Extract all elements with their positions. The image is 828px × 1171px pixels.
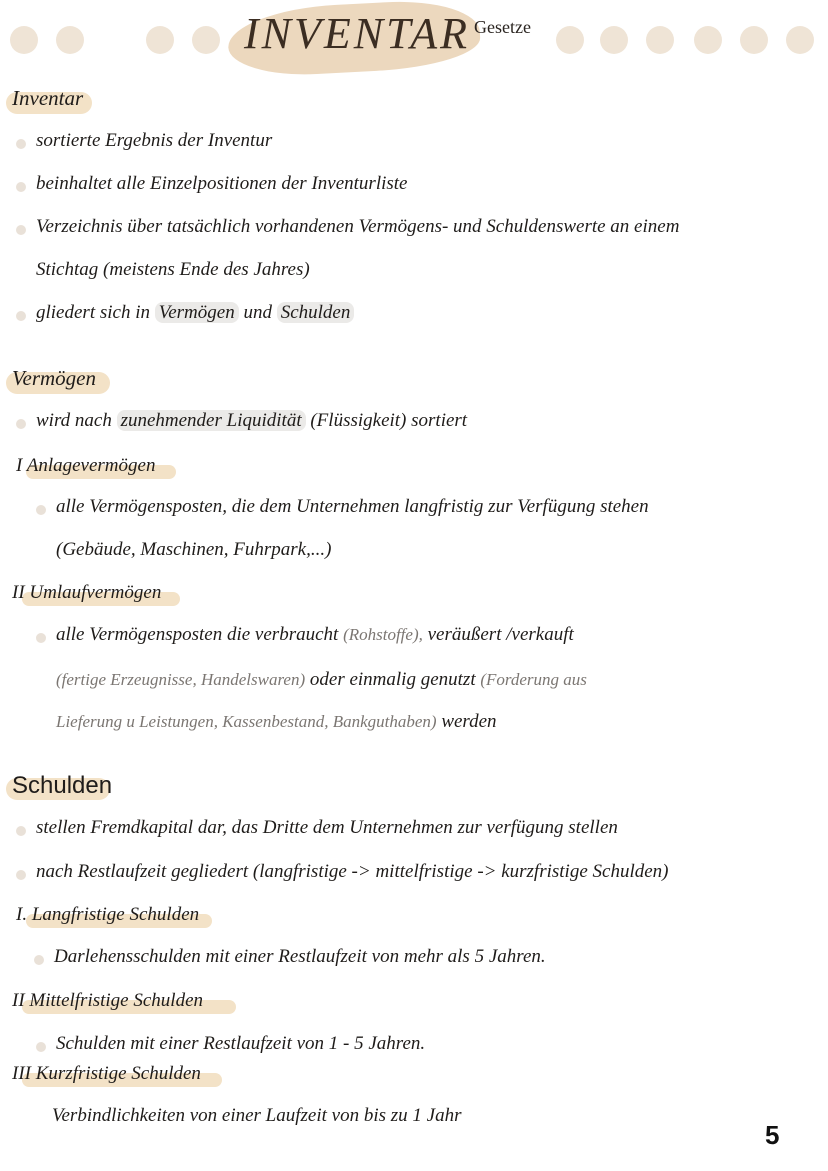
list-item [36, 302, 354, 324]
example-text: (Rohstoffe), [343, 625, 423, 644]
list-item-continuation [56, 669, 587, 691]
list-item: Verzeichnis über tatsächlich vorhandenen Vermögens- und Schuldenswerte an einem [36, 216, 680, 237]
dot [10, 26, 38, 54]
list-item [56, 624, 574, 646]
list-item: stellen Fremdkapital dar, das Dritte dem Unternehmen zur verfügung stellen [36, 817, 618, 838]
example-text: Lieferung u Leistungen, Kassenbestand, Bankguthaben) [56, 712, 437, 731]
example-text: (fertige Erzeugnisse, Handelswaren) [56, 670, 306, 689]
heading-text: Schulden [12, 772, 113, 799]
heading-text: Vermögen [12, 366, 96, 390]
list-item [36, 410, 467, 432]
heading-schulden [12, 772, 112, 800]
page-subtitle: Gesetze [474, 17, 531, 37]
text: alle Vermögensposten die verbraucht [56, 624, 339, 645]
text: gliedert sich in [36, 302, 150, 323]
dot [56, 26, 84, 54]
list-item: alle Vermögensposten, die dem Unternehmen langfristig zur Verfügung stehen [56, 496, 649, 517]
page-title: INVENTAR [244, 9, 471, 58]
list-item: Schulden mit einer Restlaufzeit von 1 - 5 Jahren. [56, 1033, 426, 1054]
text: (Flüssigkeit) sortiert [310, 410, 468, 431]
subheading-text: I Anlagevermögen [16, 455, 156, 476]
subheading-mittelfristig [12, 990, 203, 1012]
list-item: beinhaltet alle Einzelpositionen der Inventurliste [36, 173, 408, 194]
list-item-continuation: (Gebäude, Maschinen, Fuhrpark,...) [56, 539, 332, 560]
dot [146, 26, 174, 54]
text: und [243, 302, 272, 323]
subheading-umlaufvermoegen [12, 582, 161, 604]
subheading-langfristig [16, 904, 199, 926]
example-text: (Forderung aus [480, 670, 587, 689]
list-item-continuation: Stichtag (meistens Ende des Jahres) [36, 259, 310, 280]
list-item: sortierte Ergebnis der Inventur [36, 130, 273, 151]
heading-inventar [12, 86, 83, 111]
heading-vermoegen [12, 366, 96, 391]
text: veräußert /verkauft [427, 624, 574, 645]
highlighted-term: zunehmender Liquidität [117, 410, 306, 431]
text: wird nach [36, 410, 112, 431]
dot [556, 26, 584, 54]
page-number: 5 [765, 1120, 780, 1150]
subheading-text: III Kurzfristige Schulden [12, 1063, 201, 1084]
text: oder einmalig genutzt [309, 669, 476, 690]
dot [192, 26, 220, 54]
dot [740, 26, 768, 54]
highlighted-term: Vermögen [155, 302, 239, 323]
subheading-text: II Umlaufvermögen [12, 582, 162, 603]
dot [694, 26, 722, 54]
dot [786, 26, 814, 54]
list-item: Darlehensschulden mit einer Restlaufzeit von mehr als 5 Jahren. [54, 946, 546, 967]
subheading-anlagevermoegen [16, 455, 155, 477]
dot [646, 26, 674, 54]
highlighted-term: Schulden [277, 302, 355, 323]
list-item: Verbindlichkeiten von einer Laufzeit von bis zu 1 Jahr [52, 1105, 462, 1126]
list-item-continuation [56, 711, 497, 733]
list-item: nach Restlaufzeit gegliedert (langfristige -> mittelfristige -> kurzfristige Schulden) [36, 861, 669, 882]
text: werden [441, 711, 497, 732]
dot [600, 26, 628, 54]
subheading-kurzfristig [12, 1063, 201, 1085]
subheading-text: I. Langfristige Schulden [16, 904, 200, 925]
heading-text: Inventar [12, 86, 84, 110]
subheading-text: II Mittelfristige Schulden [12, 990, 204, 1011]
